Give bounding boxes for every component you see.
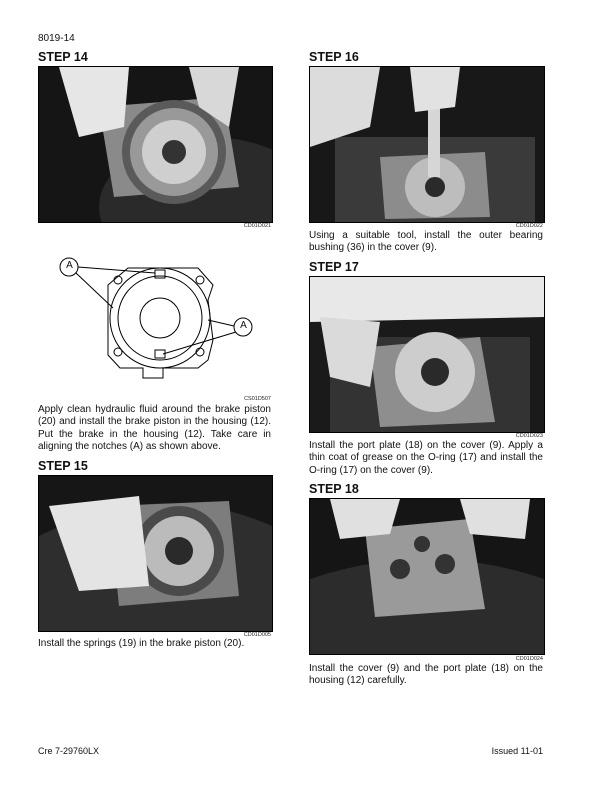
step-16-photo (309, 66, 545, 223)
step-18-text: Install the cover (9) and the port plate (18) on the housing (12) carefully. (309, 663, 543, 687)
footer-doc-number: Cre 7-29760LX (38, 746, 100, 756)
step-16-title: STEP 16 (309, 50, 359, 64)
step-18-title: STEP 18 (309, 482, 359, 496)
step-18-photo-code: CD01D024 (515, 656, 543, 662)
step-16-photo-code: CD01D022 (515, 223, 543, 229)
step-16-text: Using a suitable tool, install the outer bearing bushing (36) in the cover (9). (309, 230, 543, 254)
step-14-text: Apply clean hydraulic fluid around the brake piston (20) and install the brake piston in the housing (12). Put the brake in the housing (12). Take care in aligning the notches (A) as shown above. (38, 404, 271, 453)
step-14-title: STEP 14 (38, 50, 88, 64)
step-15-photo (38, 475, 273, 632)
step-17-title: STEP 17 (309, 260, 359, 274)
step-14-photo-code: CD01D021 (243, 223, 271, 229)
step-17-text: Install the port plate (18) on the cover (9). Apply a thin coat of grease on the O-ring (17) and install the O-ring (17) on the cover (9). (309, 440, 543, 476)
step-18-photo (309, 498, 545, 655)
step-15-title: STEP 15 (38, 459, 88, 473)
callout-a-top: A (66, 260, 73, 271)
step-14-photo (38, 66, 273, 223)
step-15-text: Install the springs (19) in the brake piston (20). (38, 638, 245, 649)
step-14-diagram-code: CS01D507 (244, 396, 271, 402)
callout-a-right: A (240, 320, 247, 331)
notch-alignment-diagram (38, 240, 271, 400)
step-17-photo-code: CD01D023 (515, 433, 543, 439)
document-code: 8019-14 (38, 33, 75, 44)
step-17-photo (309, 276, 545, 433)
footer-issued: Issued 11-01 (491, 746, 543, 756)
step-15-photo-code: CD01D005 (243, 632, 271, 638)
